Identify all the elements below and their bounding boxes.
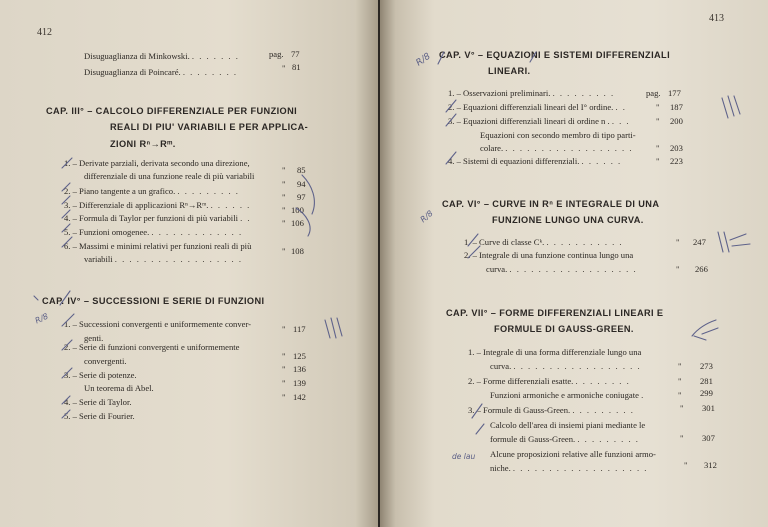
page-ref: 142 — [293, 392, 306, 402]
page-ref: 100 — [291, 205, 304, 215]
entry-title: – Massimi e minimi relativi per funzioni reali di più — [72, 241, 252, 251]
chapter-heading-line: FORMULE DI GAUSS-GREEN. — [494, 324, 634, 334]
entry-title: – Serie di Taylor. — [72, 397, 132, 407]
entry-title: – Integrale di una forma differenziale lungo una — [476, 347, 642, 357]
entry-title: – Formule di Gauss-Green. — [476, 405, 571, 415]
entry-title: – Equazioni differenziali lineari di ordine n . — [456, 116, 610, 126]
chapter-heading: CAP. V° – EQUAZIONI E SISTEMI DIFFERENZIALI — [439, 50, 671, 60]
ditto-mark: " — [282, 392, 286, 402]
handwritten-note: R/8 — [418, 208, 435, 225]
ditto-mark: " — [678, 390, 682, 400]
entry-title: – Equazioni differenziali lineari del I° ordine. — [456, 102, 614, 112]
page-number: 412 — [37, 27, 52, 38]
chapter-heading-line: FUNZIONE LUNGO UNA CURVA. — [492, 215, 644, 225]
entry-title: variabili — [84, 254, 113, 264]
entry-title: Funzioni armoniche e armoniche coniugate — [490, 390, 639, 400]
ditto-mark: " — [282, 192, 286, 202]
leader-dots: . . . . . . . . . — [577, 434, 640, 444]
page-ref: 139 — [293, 378, 306, 388]
page-ref: 81 — [292, 62, 301, 72]
entry-title: Disuguaglianza di Minkowski. — [84, 51, 190, 61]
leader-dots: . . — [240, 213, 252, 223]
entry-number: 4. — [448, 156, 455, 166]
leader-dots: . . . — [611, 116, 631, 126]
chapter-heading: CAP. VII° – FORME DIFFERENZIALI LINEARI E — [446, 308, 664, 318]
leader-dots: . . . . . . — [210, 200, 251, 210]
leader-dots: . . . . . . . . — [182, 67, 238, 77]
leader-dots: . . . . . . . . . — [177, 186, 240, 196]
handwritten-note: R/8 — [414, 51, 433, 69]
ditto-mark: " — [678, 376, 682, 386]
entry-number: 3. — [64, 200, 71, 210]
page-ref: 177 — [668, 88, 681, 98]
page-ref: 108 — [291, 246, 304, 256]
handwritten-note: de lau — [452, 452, 476, 461]
page-ref: 106 — [291, 218, 304, 228]
entry-number: 3. — [448, 116, 455, 126]
entry-title: – Serie di potenze. — [72, 370, 137, 380]
page-prefix: " — [282, 63, 286, 73]
entry-title: curva. — [486, 264, 508, 274]
ditto-mark: " — [656, 156, 660, 166]
page-ref: 301 — [702, 403, 715, 413]
toc-entry: Alcune proposizioni relative alle funzioni armo- — [490, 449, 656, 459]
leader-dots: . . . . . . . . . . . . . . . . . . — [114, 254, 243, 264]
page-ref: 273 — [700, 361, 713, 371]
entry-number: 1. — [448, 88, 455, 98]
page-ref: 85 — [297, 165, 306, 175]
entry-title: – Serie di funzioni convergenti e uniformemente — [72, 342, 240, 352]
entry-title: – Formula di Taylor per funzioni di più variabili — [72, 213, 238, 223]
page-ref: 281 — [700, 376, 713, 386]
entry-title: Disuguaglianza di Poincaré. — [84, 67, 181, 77]
leader-dots: . . . . . . — [581, 156, 622, 166]
page-ref: 125 — [293, 351, 306, 361]
toc-entry: Calcolo dell'area di insiemi piani mediante le — [490, 420, 646, 430]
entry-title: – Osservazioni preliminari. — [456, 88, 551, 98]
page-prefix: pag. — [646, 88, 661, 98]
ditto-mark: " — [680, 403, 684, 413]
entry-title: – Forme differenziali esatte. — [476, 376, 574, 386]
entry-title: – Funzioni omogenee. — [72, 227, 150, 237]
ditto-mark: " — [680, 433, 684, 443]
page-ref: 94 — [297, 179, 306, 189]
ditto-mark: " — [656, 102, 660, 112]
entry-number: 6. — [64, 241, 71, 251]
chapter-heading-line: REALI DI PIU' VARIABILI E PER APPLICA- — [110, 122, 309, 132]
page-prefix: pag. — [269, 49, 284, 59]
leader-dots: . . . . . . . . . . . . . . . . . . . — [512, 463, 648, 473]
ditto-mark: " — [684, 460, 688, 470]
toc-entry: Un teorema di Abel. — [84, 383, 154, 393]
leader-dots: . . . . . . . . . . . . . . . . . . — [505, 143, 633, 153]
entry-number: 2. — [464, 250, 471, 260]
page-ref: 266 — [695, 264, 708, 274]
entry-number: 1. — [64, 319, 71, 329]
ditto-mark: " — [282, 246, 286, 256]
entry-title: colare. — [480, 143, 504, 153]
handwritten-note: R/8 — [33, 311, 50, 326]
ditto-mark: " — [282, 378, 286, 388]
ditto-mark: " — [282, 364, 286, 374]
page-ref: 312 — [704, 460, 717, 470]
ditto-mark: " — [678, 361, 682, 371]
chapter-heading-line: ZIONI Rⁿ→Rᵐ. — [110, 139, 176, 149]
leader-dots: . . — [615, 102, 627, 112]
ditto-mark: " — [282, 351, 286, 361]
entry-number: 1. — [64, 158, 71, 168]
page-ref: 200 — [670, 116, 683, 126]
leader-dots: . — [641, 390, 645, 400]
entry-title: – Curve di classe Cᵏ. — [472, 237, 545, 247]
ditto-mark: " — [282, 324, 286, 334]
page-ref: 187 — [670, 102, 683, 112]
page-ref: 203 — [670, 143, 683, 153]
left-page — [0, 0, 378, 527]
chapter-heading-line: LINEARI. — [488, 66, 531, 76]
entry-continuation: convergenti. — [84, 356, 127, 366]
entry-number: 5. — [64, 411, 71, 421]
entry-title: – Serie di Fourier. — [72, 411, 135, 421]
entry-title: formule di Gauss-Green. — [490, 434, 576, 444]
entry-title: – Sistemi di equazioni differenziali. — [456, 156, 580, 166]
page-ref: 247 — [693, 237, 706, 247]
entry-number: 1. — [464, 237, 471, 247]
leader-dots: . . . . . . . — [191, 51, 240, 61]
entry-number: 4. — [64, 213, 71, 223]
pen-marks — [380, 0, 768, 527]
ditto-mark: " — [282, 218, 286, 228]
page-ref: 97 — [297, 192, 306, 202]
leader-dots: . . . . . . . . . . . . . — [151, 227, 243, 237]
page-ref: 117 — [293, 324, 306, 334]
ditto-mark: " — [282, 205, 286, 215]
entry-number: 2. — [448, 102, 455, 112]
leader-dots: . . . . . . . . — [575, 376, 631, 386]
entry-continuation: genti. — [84, 333, 104, 343]
ditto-mark: " — [656, 116, 660, 126]
entry-number: 2. — [468, 376, 475, 386]
page-ref: 77 — [291, 49, 300, 59]
chapter-heading: CAP. IV° – SUCCESSIONI E SERIE DI FUNZIONI — [42, 296, 265, 306]
entry-number: 3. — [64, 370, 71, 380]
pen-marks — [0, 0, 378, 527]
chapter-heading: CAP. III° – CALCOLO DIFFERENZIALE PER FUNZIONI — [46, 106, 298, 116]
page-ref: 299 — [700, 388, 713, 398]
entry-title: – Differenziale di applicazioni Rⁿ→Rᵐ. — [72, 200, 209, 210]
entry-number: 5. — [64, 227, 71, 237]
entry-title: curva. — [490, 361, 512, 371]
entry-number: 4. — [64, 397, 71, 407]
entry-title: – Integrale di una funzione continua lungo una — [472, 250, 634, 260]
entry-continuation: differenziale di una funzione reale di più variabili — [84, 171, 255, 181]
entry-title: – Piano tangente a un grafico. — [72, 186, 176, 196]
leader-dots: . . . . . . . . . — [572, 405, 635, 415]
chapter-heading: CAP. VI° – CURVE IN Rⁿ E INTEGRALE DI UNA — [442, 199, 660, 209]
ditto-mark: " — [656, 143, 660, 153]
entry-number: 2. — [64, 186, 71, 196]
right-page — [380, 0, 768, 527]
entry-title: – Successioni convergenti e uniformemente conver- — [72, 319, 252, 329]
page-number: 413 — [709, 13, 724, 24]
leader-dots: . . . . . . . . . — [552, 88, 615, 98]
ditto-mark: " — [282, 179, 286, 189]
leader-dots: . . . . . . . . . . . . . . . . . . — [513, 361, 642, 371]
entry-title: niche. — [490, 463, 511, 473]
toc-entry: Equazioni con secondo membro di tipo parti- — [480, 130, 636, 140]
entry-number: 3. — [468, 405, 475, 415]
ditto-mark: " — [676, 264, 680, 274]
leader-dots: . . . . . . . . . . . . . . . . . . — [509, 264, 638, 274]
page-ref: 136 — [293, 364, 306, 374]
ditto-mark: " — [282, 165, 286, 175]
page-ref: 307 — [702, 433, 715, 443]
leader-dots: . . . . . . . . . . . — [546, 237, 624, 247]
ditto-mark: " — [676, 237, 680, 247]
entry-title: – Derivate parziali, derivata secondo una direzione, — [72, 158, 250, 168]
page-ref: 223 — [670, 156, 683, 166]
entry-number: 1. — [468, 347, 475, 357]
entry-number: 2. — [64, 342, 71, 352]
